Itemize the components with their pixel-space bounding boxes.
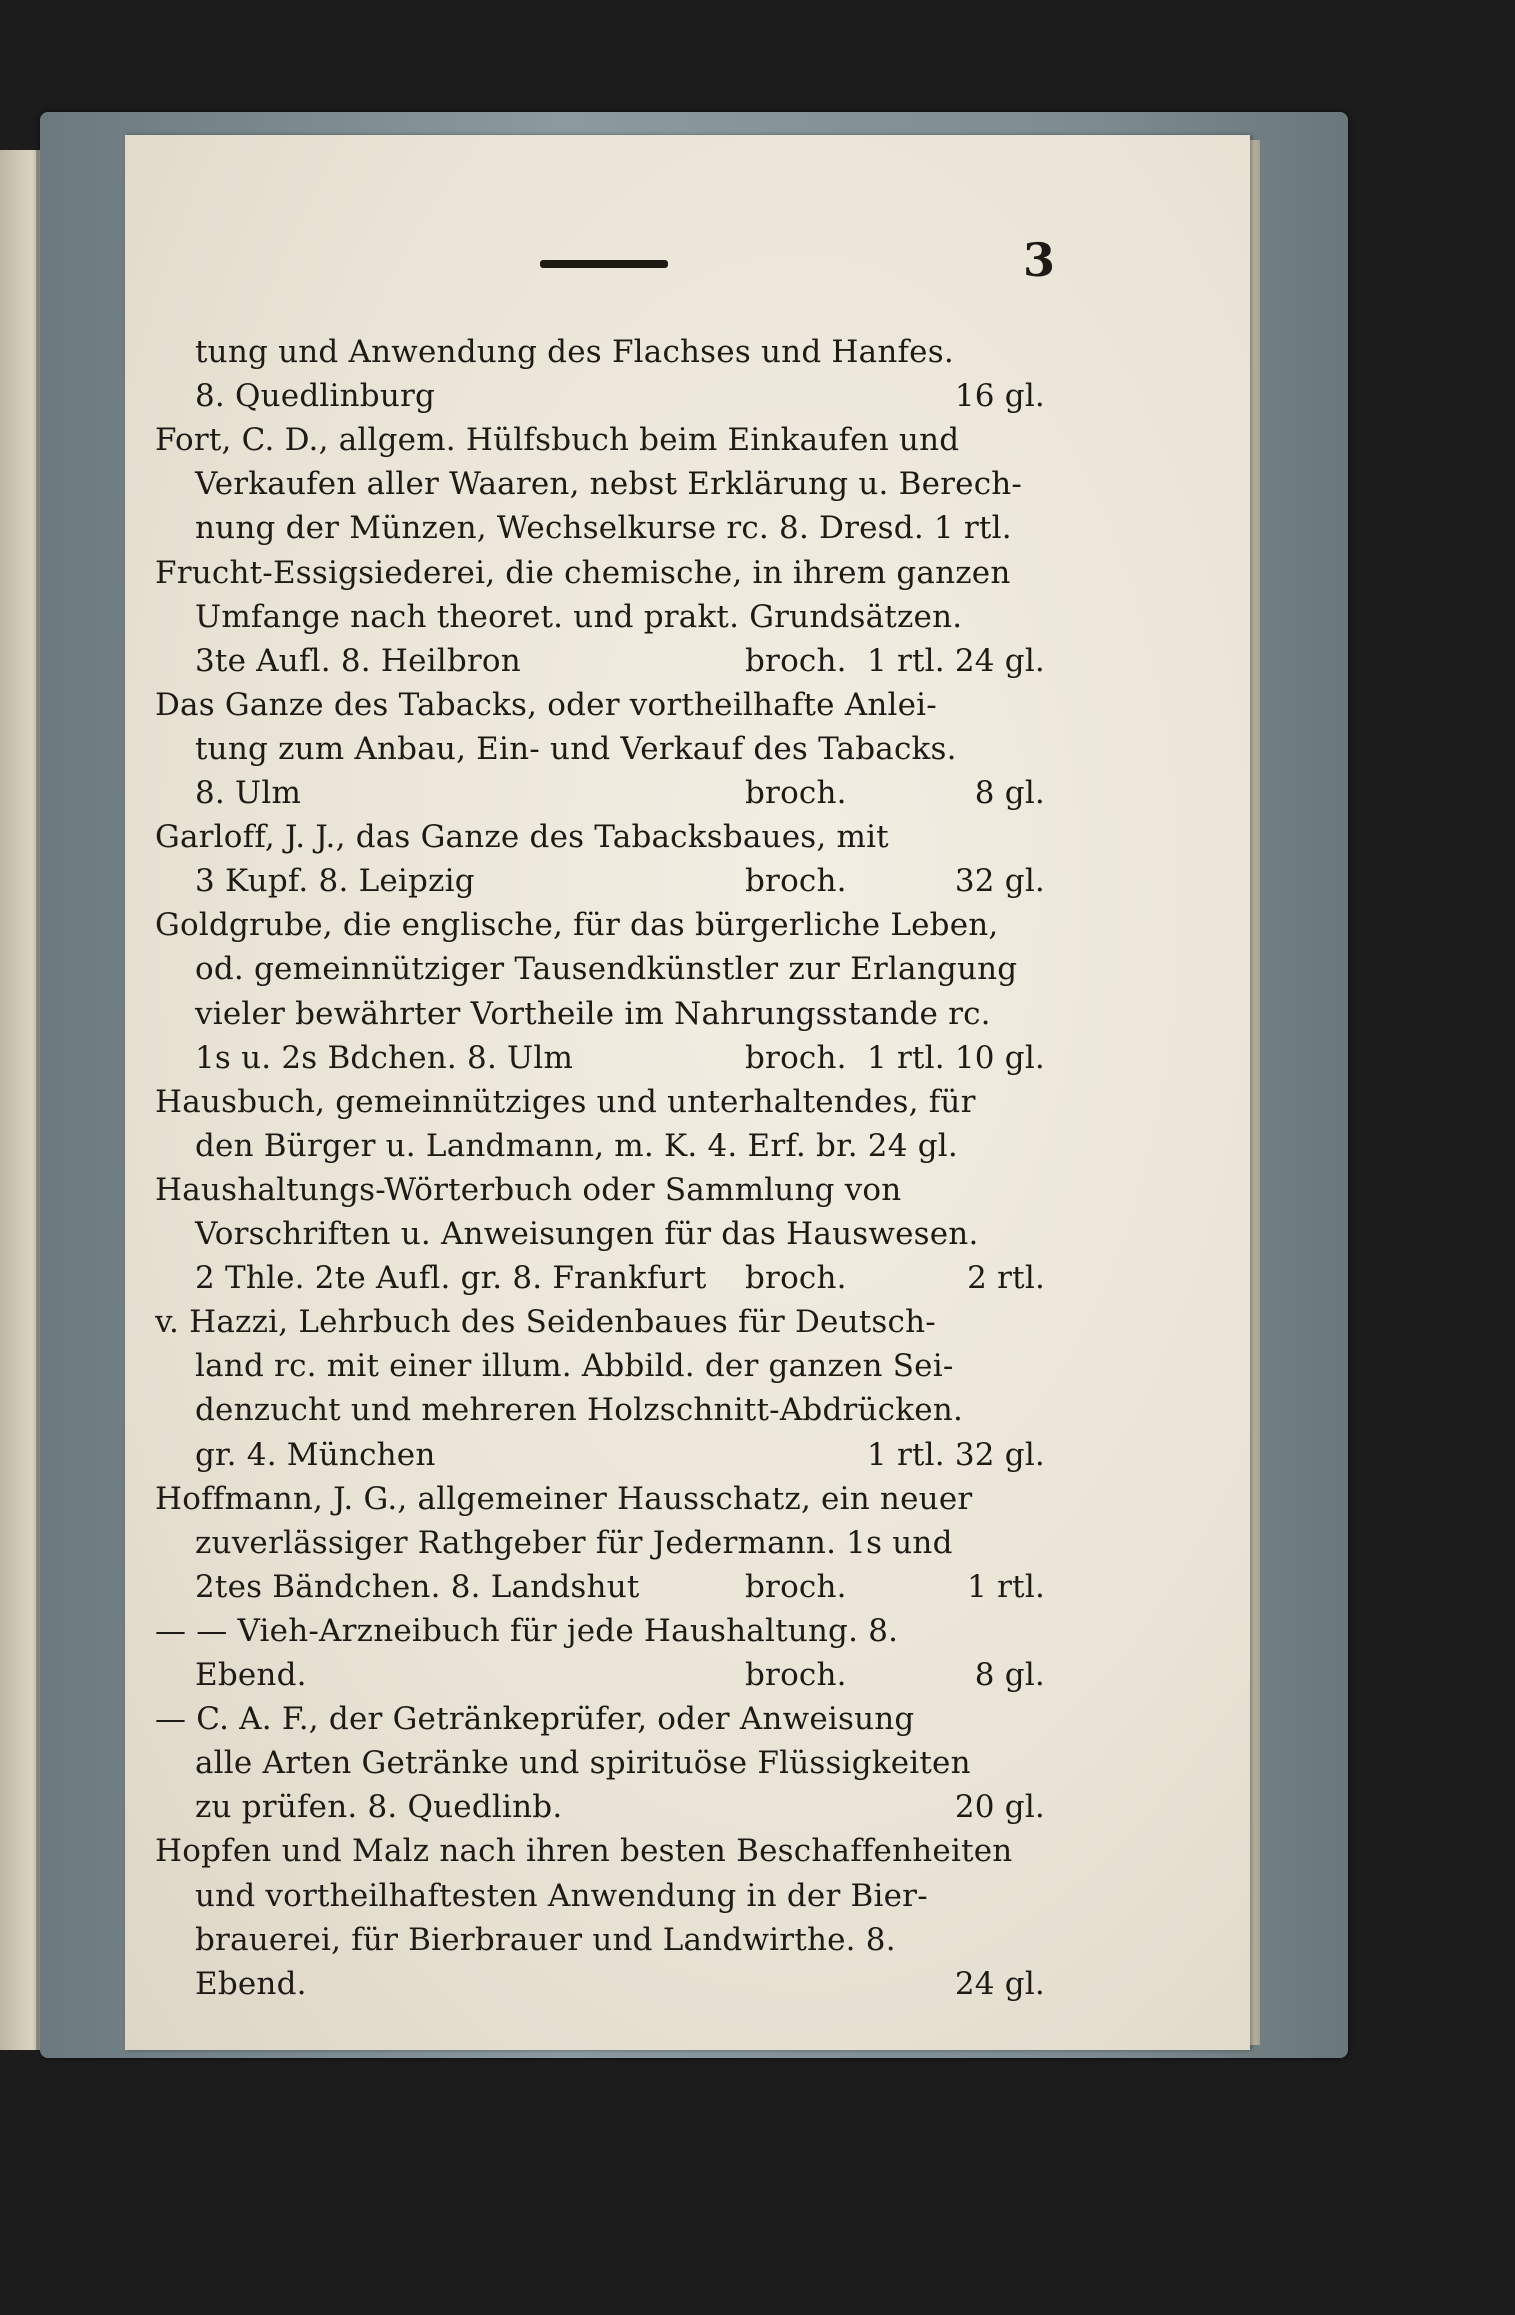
text-line: [155, 551, 1045, 595]
text-line: [195, 1918, 1045, 1962]
line-text: Vorschriften u. Anweisungen für das Hauswesen.: [195, 1216, 979, 1252]
page-stack-edge: [1250, 140, 1260, 2045]
text-line: [155, 1080, 1045, 1124]
line-text: und vortheilhaftesten Anwendung in der Bier-: [195, 1877, 928, 1914]
line-text: denzucht und mehreren Holzschnitt-Abdrücken.: [195, 1392, 963, 1429]
text-line: [195, 1785, 1045, 1829]
page-number: 3: [1023, 233, 1056, 287]
text-line: [195, 1653, 1045, 1697]
price: 8 gl.: [974, 775, 1045, 811]
line-text: Hausbuch, gemeinnütziges und unterhaltendes, für: [155, 1083, 976, 1120]
line-text: Haushaltungs-Wörterbuch oder Sammlung von: [155, 1171, 902, 1208]
text-line: [155, 1609, 1045, 1653]
price: 8 gl.: [974, 1657, 1045, 1693]
text-line: [195, 506, 1045, 550]
binding-note: broch.: [745, 642, 847, 679]
text-line: [155, 903, 1045, 947]
text-line: [155, 1168, 1045, 1212]
text-line: [195, 1124, 1045, 1168]
price: 24 gl.: [954, 1965, 1045, 2002]
price: 1 rtl. 32 gl.: [867, 1436, 1045, 1473]
text-line: [155, 418, 1045, 462]
line-text: 2 Thle. 2te Aufl. gr. 8. Frankfurt: [195, 1260, 707, 1297]
text-line: [195, 947, 1045, 991]
line-text: Fort, C. D., allgem. Hülfsbuch beim Einkaufen und: [155, 422, 960, 459]
text-line: [155, 1477, 1045, 1521]
binding-note: broch.: [745, 775, 847, 811]
line-text: alle Arten Getränke und spirituöse Flüssigkeiten: [195, 1745, 971, 1782]
line-text: land rc. mit einer illum. Abbild. der ganzen Sei-: [195, 1348, 954, 1385]
text-line: [195, 639, 1045, 683]
text-line: [155, 815, 1045, 859]
text-line: [195, 1036, 1045, 1080]
line-text: Goldgrube, die englische, für das bürgerliche Leben,: [155, 907, 999, 944]
text-line: [195, 1212, 1045, 1256]
line-text: 3 Kupf. 8. Leipzig: [195, 863, 475, 900]
binding-note: broch.: [745, 863, 847, 900]
line-text: 2tes Bändchen. 8. Landshut: [195, 1568, 640, 1605]
text-line: [195, 1962, 1045, 2006]
line-text: od. gemeinnütziger Tausendkünstler zur Erlangung: [195, 951, 1018, 988]
line-text: tung zum Anbau, Ein- und Verkauf des Tabacks.: [195, 730, 957, 767]
line-text: Ebend.: [195, 1657, 307, 1693]
line-text: Verkaufen aller Waaren, nebst Erklärung u. Berech-: [195, 466, 1023, 503]
binding-note: broch.: [745, 1039, 847, 1076]
text-line: [155, 683, 1045, 727]
text-line: [195, 1256, 1045, 1300]
line-text: Umfange nach theoret. und prakt. Grundsätzen.: [195, 598, 963, 635]
line-text: Frucht-Essigsiederei, die chemische, in ihrem ganzen: [155, 554, 1011, 591]
line-text: brauerei, für Bierbrauer und Landwirthe. 8.: [195, 1921, 896, 1958]
line-text: v. Hazzi, Lehrbuch des Seidenbaues für Deutsch-: [155, 1304, 936, 1341]
text-line: [195, 1521, 1045, 1565]
text-line: [195, 727, 1045, 771]
price: 2 rtl.: [967, 1260, 1045, 1297]
line-text: den Bürger u. Landmann, m. K. 4. Erf. br. 24 gl.: [195, 1127, 958, 1164]
line-text: — — Vieh-Arzneibuch für jede Haushaltung. 8.: [155, 1612, 899, 1649]
binding-note: broch.: [745, 1260, 847, 1297]
text-line: [195, 771, 1045, 815]
line-text: zuverlässiger Rathgeber für Jedermann. 1s und: [195, 1524, 953, 1561]
text-line: [195, 595, 1045, 639]
line-text: 8. Ulm: [195, 775, 302, 811]
text-line: [195, 859, 1045, 903]
text-line: [195, 330, 1045, 374]
text-line: [195, 1433, 1045, 1477]
price: 16 gl.: [954, 378, 1045, 415]
binding-note: broch.: [745, 1568, 847, 1605]
line-text: nung der Münzen, Wechselkurse rc. 8. Dresd. 1 rtl.: [195, 510, 1012, 547]
price: 1 rtl. 10 gl.: [867, 1039, 1045, 1076]
binding-note: broch.: [745, 1657, 847, 1693]
line-text: — C. A. F., der Getränkeprüfer, oder Anweisung: [155, 1701, 915, 1738]
text-line: [195, 1565, 1045, 1609]
line-text: 3te Aufl. 8. Heilbron: [195, 642, 521, 679]
price: 32 gl.: [954, 863, 1045, 900]
text-line: [195, 1874, 1045, 1918]
text-line: [195, 1344, 1045, 1388]
line-text: gr. 4. München: [195, 1436, 436, 1473]
line-text: Garloff, J. J., das Ganze des Tabacksbaues, mit: [155, 819, 889, 856]
price: 1 rtl.: [967, 1568, 1045, 1605]
text-line: [195, 374, 1045, 418]
line-text: tung und Anwendung des Flachses und Hanfes.: [195, 334, 954, 370]
text-line: [155, 1829, 1045, 1873]
text-line: [195, 1741, 1045, 1785]
text-line: [195, 462, 1045, 506]
book-page: [125, 135, 1250, 2050]
line-text: zu prüfen. 8. Quedlinb.: [195, 1789, 563, 1826]
text-line: [155, 1300, 1045, 1344]
line-text: Ebend.: [195, 1965, 307, 2002]
text-line: [195, 1388, 1045, 1432]
line-text: 1s u. 2s Bdchen. 8. Ulm: [195, 1039, 574, 1076]
text-line: [195, 992, 1045, 1036]
text-line: [155, 1697, 1045, 1741]
line-text: 8. Quedlinburg: [195, 378, 436, 415]
line-text: Das Ganze des Tabacks, oder vortheilhafte Anlei-: [155, 686, 937, 723]
header-rule: [540, 260, 668, 268]
line-text: Hoffmann, J. G., allgemeiner Hausschatz, ein neuer: [155, 1480, 973, 1517]
price: 20 gl.: [954, 1789, 1045, 1826]
line-text: Hopfen und Malz nach ihren besten Beschaffenheiten: [155, 1833, 1013, 1870]
price: 1 rtl. 24 gl.: [867, 642, 1045, 679]
line-text: vieler bewährter Vortheile im Nahrungsstande rc.: [195, 995, 991, 1032]
